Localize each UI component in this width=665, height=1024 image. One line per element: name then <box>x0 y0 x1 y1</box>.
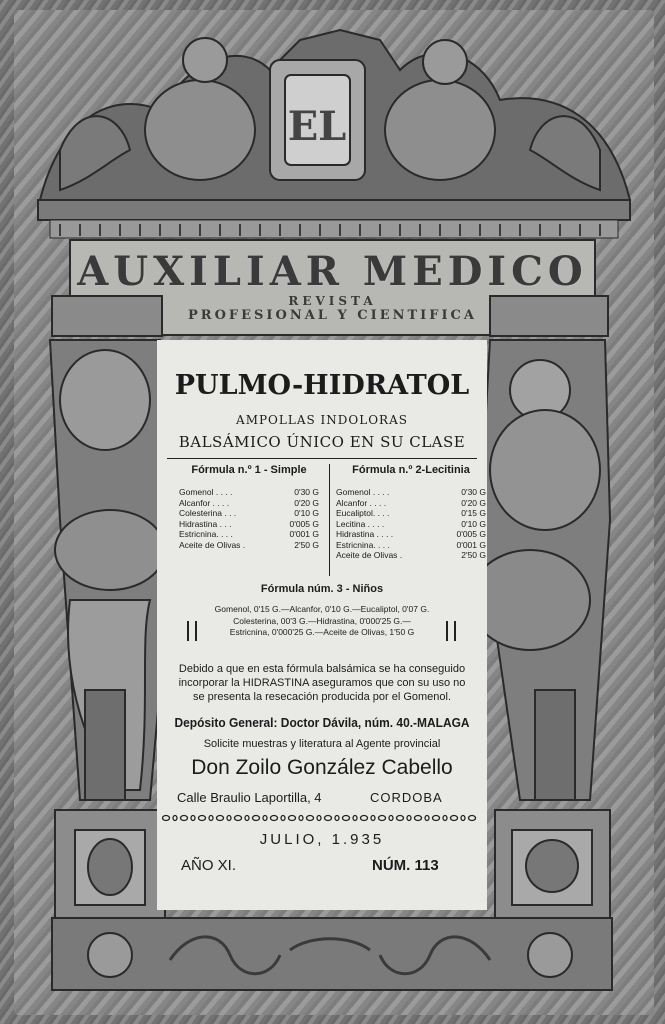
formula-row <box>336 540 486 551</box>
right-caryatid-figure <box>470 340 610 800</box>
ingredient-name: Estricnina. . . . <box>336 539 390 550</box>
note-line: se presenta la resecación producida por el Gomenol. <box>192 691 452 703</box>
formula-3-title: Fórmula núm. 3 - Niños <box>260 583 384 595</box>
product-tagline: BALSÁMICO ÚNICO EN SU CLASE <box>178 433 466 451</box>
formula-3-text <box>157 604 487 639</box>
svg-text:EL: EL <box>287 103 347 150</box>
issue-date: JULIO, 1.935 <box>259 831 385 848</box>
bracket-left <box>187 621 197 641</box>
top-crest-ornament <box>40 30 630 200</box>
formula-2 <box>329 464 486 576</box>
formula-row <box>336 519 486 530</box>
formula-row <box>179 508 319 519</box>
magazine-subtitle-line1: REVISTA <box>288 294 377 308</box>
ingredient-amount: 0'001 G <box>289 529 319 539</box>
product-note <box>157 662 487 704</box>
formula-3-line: Estricnina, 0'000'25 G.—Aceite de Olivas, 1'50 G <box>229 627 415 637</box>
ingredient-name: Gomenol . . . . <box>179 487 233 497</box>
ingredient-amount: 0'20 G <box>294 497 319 508</box>
magazine-subtitle-line2: PROFESIONAL Y CIENTIFICA <box>188 308 477 323</box>
chain-divider <box>162 814 482 822</box>
ingredient-name: Hidrastina . . . <box>179 518 232 529</box>
ingredient-name: Aceite de Olivas . <box>336 550 403 560</box>
formula-row <box>179 519 319 530</box>
ingredient-name: Aceite de Olivas . <box>179 539 246 550</box>
bracket-right <box>446 621 456 641</box>
ingredient-amount: 2'50 G <box>294 539 319 550</box>
formula-row <box>179 529 319 540</box>
ingredient-name: Eucaliptol. . . . <box>336 508 390 518</box>
product-name: PULMO-HIDRATOL <box>174 370 470 401</box>
formula-row <box>179 498 319 509</box>
ingredient-name: Alcanfor . . . . <box>179 497 230 508</box>
ingredient-amount: 0'10 G <box>294 508 319 518</box>
issue-number: NÚM. 113 <box>372 857 439 874</box>
formula-row <box>336 550 486 561</box>
ingredient-amount: 0'10 G <box>461 518 486 529</box>
ingredient-name: Colesterina . . . <box>179 508 237 518</box>
ingredient-name: Alcanfor . . . . <box>336 497 387 508</box>
ingredient-name: Gomenol . . . . <box>336 487 390 497</box>
formula-1 <box>179 464 319 550</box>
product-subtitle: AMPOLLAS INDOLORAS <box>236 413 408 427</box>
ingredient-amount: 0'15 G <box>461 508 486 518</box>
divider <box>167 458 477 459</box>
ingredient-amount: 2'50 G <box>461 550 486 560</box>
ingredient-amount: 0'005 G <box>289 518 319 529</box>
agent-name: Don Zoilo González Cabello <box>191 756 453 779</box>
ingredient-amount: 0'001 G <box>456 539 486 550</box>
ingredient-name: Estricnina. . . . <box>179 529 233 539</box>
formula-3-line: Gomenol, 0'15 G.—Alcanfor, 0'10 G.—Eucaliptol, 0'07 G. <box>214 604 430 614</box>
advertisement-panel <box>157 340 487 910</box>
magazine-title: AUXILIAR MEDICO <box>77 248 588 295</box>
formula-row <box>336 508 486 519</box>
formula-1-title: Fórmula n.º 1 - Simple <box>191 464 307 476</box>
agent-street: Calle Braulio Laportilla, 4 <box>177 790 322 805</box>
issue-year: AÑO XI. <box>181 857 237 874</box>
masthead <box>75 246 590 332</box>
formula-row <box>336 529 486 540</box>
formula-2-title: Fórmula n.º 2-Lecitinia <box>352 464 470 476</box>
note-line: incorporar la HIDRASTINA aseguramos que con su uso no <box>178 677 466 689</box>
formula-row <box>336 498 486 509</box>
formula-row <box>179 487 319 498</box>
ingredient-amount: 0'30 G <box>294 487 319 497</box>
ingredient-amount: 0'005 G <box>456 529 486 539</box>
request-samples: Solicite muestras y literatura al Agente provincial <box>203 738 441 750</box>
formula-row <box>336 487 486 498</box>
ingredient-amount: 0'20 G <box>461 497 486 508</box>
formula-table <box>171 464 486 576</box>
formula-3-line: Colesterina, 00'3 G.—Hidrastina, 0'000'25 G.— <box>233 615 411 626</box>
agent-city: CORDOBA <box>370 790 443 805</box>
deposit-address: Depósito General: Doctor Dávila, núm. 40.-MALAGA <box>174 715 470 730</box>
formula-row <box>179 540 319 551</box>
note-line: Debido a que en esta fórmula balsámica se ha conseguido <box>178 663 466 675</box>
ingredient-amount: 0'30 G <box>461 487 486 497</box>
ingredient-name: Lecitina . . . . <box>336 518 385 529</box>
ingredient-name: Hidrastina . . . . <box>336 529 394 539</box>
